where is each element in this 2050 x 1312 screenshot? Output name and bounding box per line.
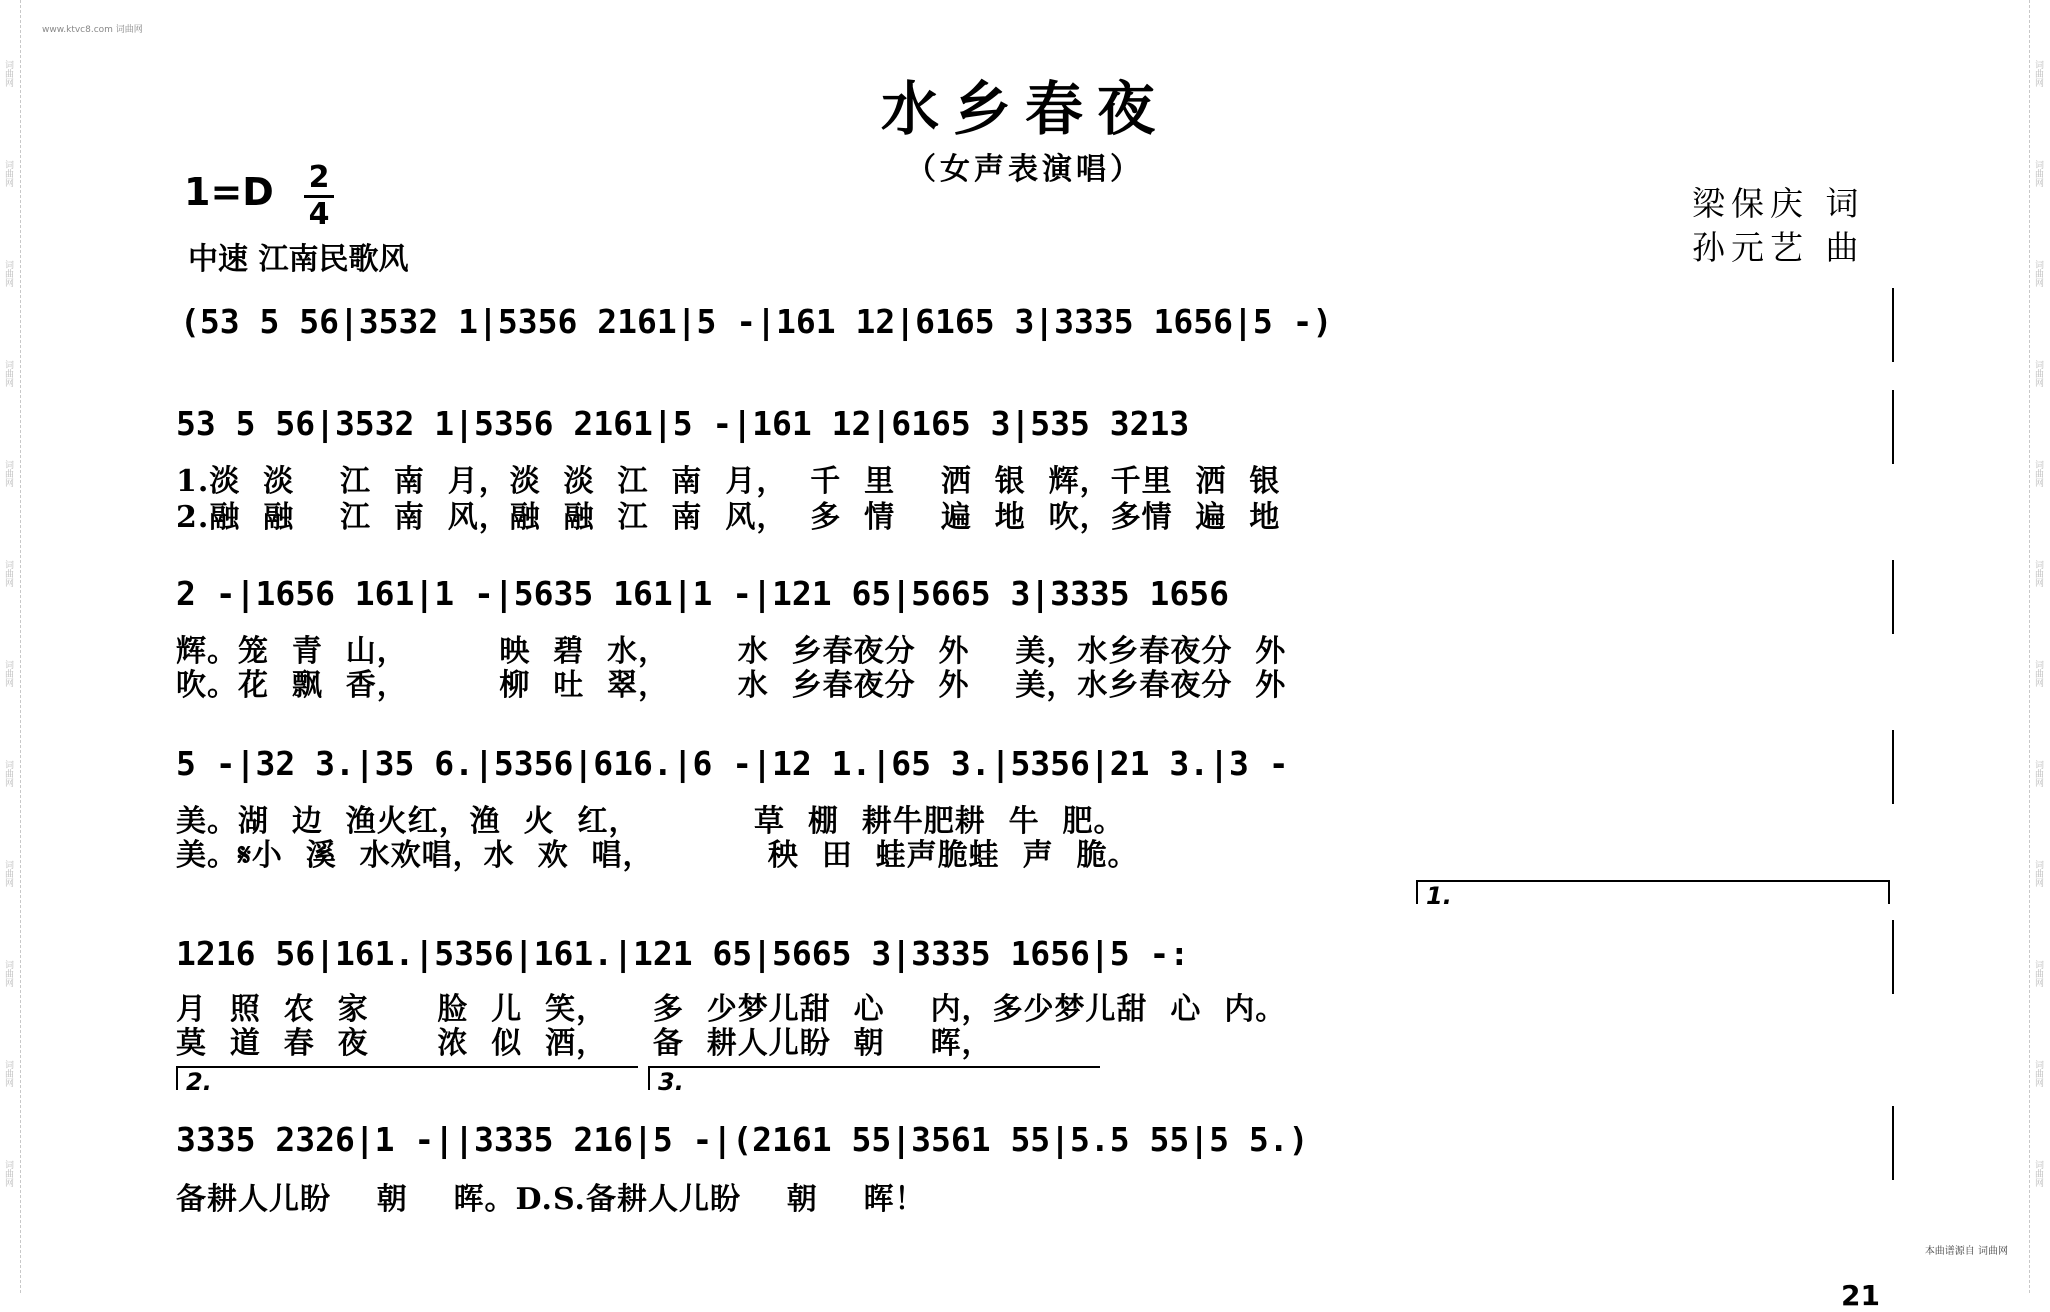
key-signature: 1=D: [184, 170, 274, 214]
tempo-marking: 中速 江南民歌风: [188, 242, 409, 277]
composer-credit: 孙元艺 曲: [1692, 228, 1865, 267]
second-ending-bracket: 2.: [176, 1066, 638, 1090]
lyric-line: 2.融 融 江 南 风，融 融 江 南 风， 多 情 遍 地 吹，多情 遍 地: [176, 500, 1281, 535]
song-title: 水乡春夜: [880, 75, 1169, 143]
meter-bottom: 4: [308, 197, 330, 232]
score-system-3: [170, 560, 1900, 636]
barline: [1892, 920, 1894, 994]
barline: [1892, 560, 1894, 634]
notation-text: 5 -|32 3.|35 6.|5356|616.|6 -|12 1.|65 3.|5356|21 3.|3 -: [176, 744, 1289, 783]
third-ending-bracket: 3.: [648, 1066, 1100, 1090]
site-watermark: www.ktvc8.com 词曲网: [42, 25, 143, 35]
barline: [1892, 1106, 1894, 1180]
lyric-line: 1.淡 淡 江 南 月，淡 淡 江 南 月， 千 里 洒 银 辉，千里 洒 银: [176, 464, 1281, 499]
left-edge-watermark: 词曲网 词曲网 词曲网 词曲网 词曲网 词曲网 词曲网 词曲网 词曲网 词曲网 词曲网 词曲网: [0, 0, 21, 1293]
right-edge-watermark: 词曲网 词曲网 词曲网 词曲网 词曲网 词曲网 词曲网 词曲网 词曲网 词曲网 词曲网 词曲网: [2029, 0, 2050, 1293]
score-system-4: [170, 730, 1900, 806]
footer-watermark: 本曲谱源自 词曲网: [1924, 1246, 2008, 1257]
barline: [1892, 288, 1894, 362]
lyric-line: 莫 道 春 夜 浓 似 酒， 备 耕人儿盼 朝 晖，: [176, 1026, 993, 1061]
score-system-1: [170, 288, 1900, 364]
barline: [1892, 390, 1894, 464]
meter-top: 2: [308, 160, 330, 195]
score-system-6: [170, 1106, 1900, 1182]
lyric-line: 美。𝄋小 溪 水欢唱，水 欢 唱， 秧 田 蛙声脆蛙 声 脆。: [176, 838, 1139, 873]
notation-text: 2 -|1656 161|1 -|5635 161|1 -|121 65|5665 3|3335 1656: [176, 574, 1229, 613]
notation-text: 1216 56|161.|5356|161.|121 65|5665 3|3335 1656|5 -:: [176, 934, 1190, 973]
song-subtitle: （女声表演唱）: [906, 152, 1144, 187]
page-number: 21: [1841, 1279, 1880, 1312]
first-ending-bracket: 1.: [1416, 880, 1890, 904]
notation-text: 53 5 56|3532 1|5356 2161|5 -|161 12|6165 3|535 3213: [176, 404, 1190, 443]
score-system-2: [170, 390, 1900, 466]
lyric-line: 吹。花 飘 香， 柳 吐 翠， 水 乡春夜分 外 美，水乡春夜分 外: [176, 668, 1287, 703]
lyric-line: 月 照 农 家 脸 儿 笑， 多 少梦儿甜 心 内，多少梦儿甜 心 内。: [176, 992, 1287, 1027]
lyric-line: 美。湖 边 渔火红，渔 火 红， 草 棚 耕牛肥耕 牛 肥。: [176, 804, 1125, 839]
lyricist-credit: 梁保庆 词: [1692, 184, 1865, 223]
lyric-line: 辉。笼 青 山， 映 碧 水， 水 乡春夜分 外 美，水乡春夜分 外: [176, 634, 1287, 669]
barline: [1892, 730, 1894, 804]
time-signature: [304, 160, 334, 232]
notation-text: 3335 2326|1 -||3335 216|5 -|(2161 55|3561 55|5.5 55|5 5.): [176, 1120, 1309, 1159]
notation-text: (53 5 56|3532 1|5356 2161|5 -|161 12|6165 3|3335 1656|5 -): [180, 302, 1333, 341]
lyric-line: 备耕人儿盼 朝 晖。D.S.备耕人儿盼 朝 晖！: [176, 1182, 926, 1217]
